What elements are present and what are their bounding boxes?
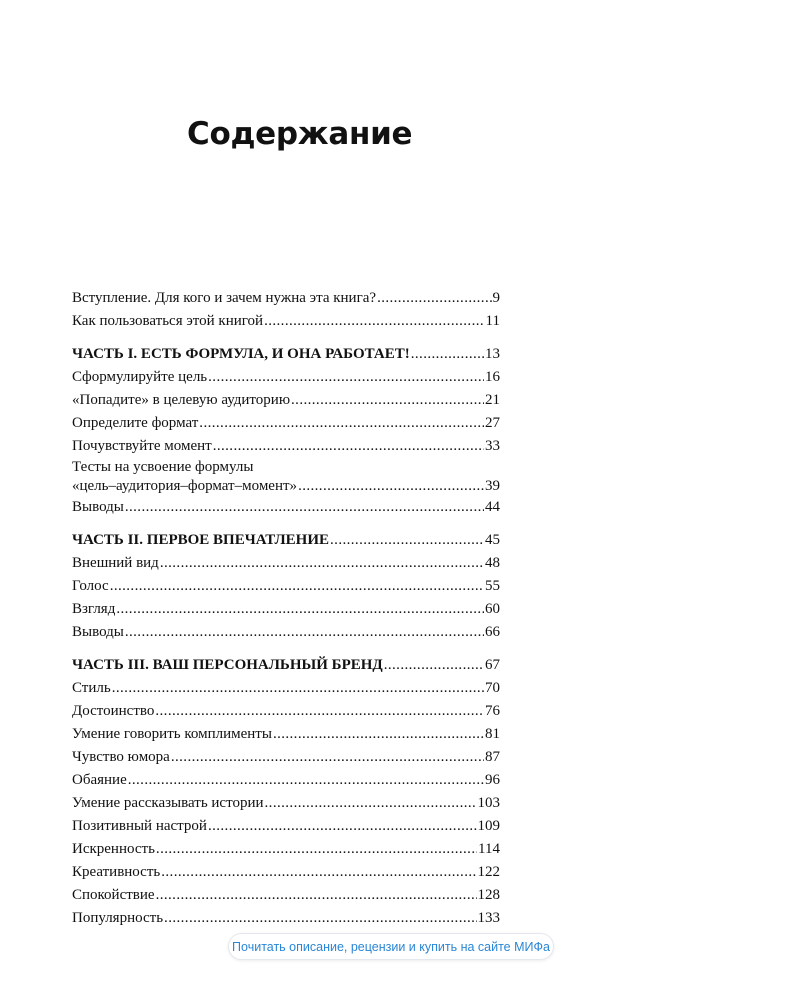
toc-entry-title: «Попадите» в целевую аудиторию	[72, 392, 291, 408]
toc-entry	[72, 575, 500, 598]
dot-leader	[161, 861, 476, 884]
toc-entry-title: Взгляд	[72, 601, 116, 617]
dot-leader	[116, 598, 484, 621]
dot-leader	[156, 884, 477, 907]
toc-entry-page: 133	[477, 910, 500, 926]
toc-entry-title: Достоинство	[72, 703, 155, 719]
toc-entry-title: Чувство юмора	[72, 749, 170, 765]
toc-entry-title: Выводы	[72, 499, 124, 515]
toc-entry	[72, 621, 500, 644]
dot-leader	[160, 552, 484, 575]
toc-entry-page: 103	[477, 795, 500, 811]
toc-entry-page: 9	[492, 290, 500, 306]
toc-entry-page: 21	[485, 392, 500, 408]
dot-leader	[110, 575, 484, 598]
table-of-contents	[72, 287, 500, 930]
dot-leader	[377, 287, 491, 310]
toc-entry-page: 66	[485, 624, 500, 640]
toc-entry-title: Почувствуйте момент	[72, 438, 212, 454]
toc-entry-page: 114	[478, 841, 500, 857]
toc-entry-line-1	[72, 458, 500, 477]
toc-entry	[72, 792, 500, 815]
toc-part-heading	[72, 654, 500, 677]
toc-entry-title: Сформулируйте цель	[72, 369, 208, 385]
toc-entry-page: 128	[477, 887, 500, 903]
toc-entry	[72, 389, 500, 412]
toc-entry	[72, 366, 500, 389]
toc-entry-page: 27	[485, 415, 500, 431]
toc-entry-page: 60	[485, 601, 500, 617]
buy-book-link[interactable]: Почитать описание, рецензии и купить на сайте МИФа	[228, 933, 554, 960]
toc-entry-page: 16	[485, 369, 500, 385]
toc-entry	[72, 412, 500, 435]
dot-leader	[199, 412, 484, 435]
dot-leader	[155, 700, 484, 723]
toc-entry	[72, 700, 500, 723]
toc-entry-page: 13	[485, 346, 500, 362]
toc-entry-page: 67	[485, 657, 500, 673]
toc-entry-title: Обаяние	[72, 772, 127, 788]
toc-entry-page: 109	[477, 818, 500, 834]
toc-entry-title: Популярность	[72, 910, 164, 926]
toc-entry-title: ЧАСТЬ II. ПЕРВОЕ ВПЕЧАТЛЕНИЕ	[72, 532, 330, 548]
toc-entry	[72, 746, 500, 769]
toc-entry-title: Как пользоваться этой книгой	[72, 313, 264, 329]
toc-entry	[72, 435, 500, 458]
dot-leader	[273, 723, 484, 746]
toc-entry-page: 45	[485, 532, 500, 548]
toc-entry-title: Креативность	[72, 864, 161, 880]
toc-entry	[72, 310, 500, 333]
page-title: Содержание	[187, 116, 413, 152]
toc-entry	[72, 723, 500, 746]
dot-leader	[330, 529, 484, 552]
toc-entry	[72, 496, 500, 519]
toc-entry	[72, 552, 500, 575]
dot-leader	[164, 907, 476, 930]
toc-entry-title: Определите формат	[72, 415, 199, 431]
toc-entry-title: Вступление. Для кого и зачем нужна эта книга?	[72, 290, 377, 306]
toc-entry-title: Искренность	[72, 841, 155, 857]
toc-entry-title: Стиль	[72, 680, 111, 696]
toc-entry-title: Внешний вид	[72, 555, 159, 571]
dot-leader	[291, 389, 484, 412]
toc-entry-page: 81	[485, 726, 500, 742]
toc-entry-page: 70	[485, 680, 500, 696]
toc-entry-page: 33	[485, 438, 500, 454]
dot-leader	[411, 343, 484, 366]
toc-entry-page: 44	[485, 499, 500, 515]
toc-entry	[72, 769, 500, 792]
toc-entry-page: 55	[485, 578, 500, 594]
toc-entry	[72, 815, 500, 838]
toc-entry-page: 87	[485, 749, 500, 765]
dot-leader	[208, 815, 477, 838]
dot-leader	[171, 746, 484, 769]
dot-leader	[213, 435, 484, 458]
toc-entry-title: ЧАСТЬ III. ВАШ ПЕРСОНАЛЬНЫЙ БРЕНД	[72, 657, 383, 673]
dot-leader	[264, 310, 484, 333]
toc-entry-title: Умение говорить комплименты	[72, 726, 272, 742]
dot-leader	[265, 792, 477, 815]
dot-leader	[208, 366, 484, 389]
toc-entry-page: 48	[485, 555, 500, 571]
toc-part-heading	[72, 343, 500, 366]
toc-entry-title: Тесты на усвоение формулы	[72, 459, 254, 475]
toc-entry	[72, 287, 500, 310]
toc-entry-title-continued: «цель–аудитория–формат–момент»	[72, 478, 298, 494]
toc-entry	[72, 861, 500, 884]
toc-entry-title: ЧАСТЬ I. ЕСТЬ ФОРМУЛА, И ОНА РАБОТАЕТ!	[72, 346, 410, 362]
toc-entry-title: Выводы	[72, 624, 124, 640]
toc-entry-title: Позитивный настрой	[72, 818, 207, 834]
toc-entry-line-2	[72, 477, 500, 496]
toc-entry	[72, 907, 500, 930]
dot-leader	[125, 621, 484, 644]
dot-leader	[384, 654, 484, 677]
dot-leader	[125, 496, 484, 519]
toc-entry	[72, 884, 500, 907]
toc-entry	[72, 598, 500, 621]
toc-entry-title: Умение рассказывать истории	[72, 795, 264, 811]
dot-leader	[112, 677, 484, 700]
toc-entry-page: 122	[477, 864, 500, 880]
toc-entry-title: Спокойствие	[72, 887, 155, 903]
toc-entry	[72, 838, 500, 861]
toc-entry-page: 39	[485, 478, 500, 494]
dot-leader	[156, 838, 477, 861]
dot-leader	[128, 769, 484, 792]
toc-entry-title: Голос	[72, 578, 109, 594]
toc-part-heading	[72, 529, 500, 552]
toc-entry-page: 76	[485, 703, 500, 719]
toc-entry-page: 96	[485, 772, 500, 788]
toc-entry-page: 11	[485, 313, 500, 329]
toc-entry	[72, 677, 500, 700]
dot-leader	[298, 477, 484, 496]
